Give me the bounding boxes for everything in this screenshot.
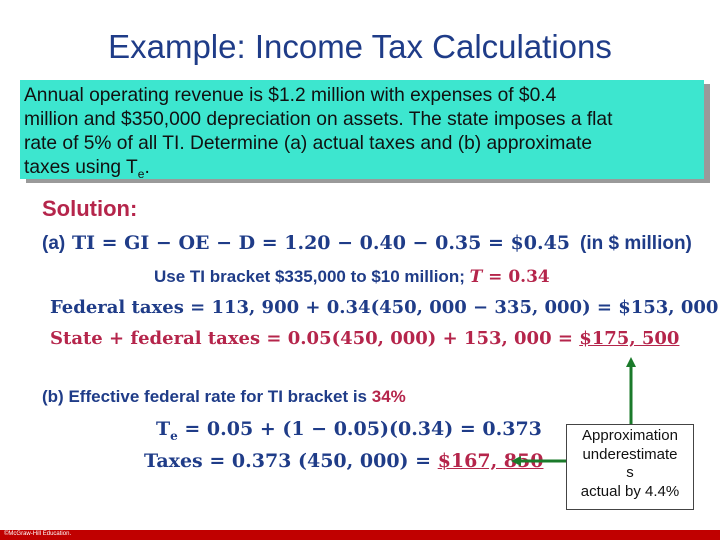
problem-line-3: rate of 5% of all TI. Determine (a) actual taxes and (b) approximate (24, 133, 593, 154)
problem-statement-box (20, 80, 704, 179)
part-b-label: (b) (42, 387, 64, 406)
taxes-equation-text: Taxes = 0.373 (450, 000) = (144, 450, 438, 472)
tax-rate-value: = 0.34 (482, 267, 550, 287)
approximation-callout (566, 424, 694, 510)
state-equation-text: State + federal taxes = 0.05(450, 000) + 153, 000 = (50, 328, 580, 349)
solution-heading: Solution: (42, 196, 138, 221)
callout-line-4: actual by 4.4% (580, 482, 680, 500)
part-a-ti-equation (72, 232, 570, 254)
te-equation (156, 418, 542, 443)
ti-result: $0.45 (510, 232, 571, 254)
callout-line-2: underestimate (582, 445, 678, 463)
problem-te-subscript: e (137, 166, 145, 181)
state-result: $175, 500 (579, 328, 680, 349)
problem-line-4-end: . (144, 157, 150, 178)
bracket-line (154, 267, 550, 287)
tax-rate-symbol: T (469, 267, 483, 287)
problem-line-4 (24, 156, 704, 186)
copyright-text: ©McGraw-Hill Education. (4, 531, 72, 537)
te-subscript: e (170, 428, 178, 443)
taxes-equation (144, 450, 543, 472)
ti-equation-text: TI = GI − OE − D = 1.20 − 0.40 − 0.35 = (72, 232, 511, 254)
taxes-result: $167, 850 (437, 450, 544, 472)
rate-text: Effective federal rate for TI bracket is (68, 387, 372, 406)
callout-line-1: Approximation (582, 427, 678, 444)
rate-value: 34% (371, 387, 406, 406)
footer-bar (0, 530, 720, 540)
bracket-text: Use TI bracket $335,000 to $10 million; (154, 267, 470, 286)
problem-line-4-text: taxes using T (24, 157, 138, 178)
te-equation-text: = 0.05 + (1 − 0.05)(0.34) = 0.373 (177, 418, 542, 440)
slide-title: Example: Income Tax Calculations (108, 28, 612, 65)
problem-line-2: million and $350,000 depreciation on assets. The state imposes a flat (24, 109, 613, 130)
federal-taxes-equation: Federal taxes = 113, 900 + 0.34(450, 000 − 335, 000) = $153, 000 (50, 297, 719, 318)
problem-line-1: Annual operating revenue is $1.2 million with expenses of $0.4 (24, 85, 557, 106)
callout-line-3: s (626, 464, 634, 481)
part-a-label: (a) (42, 233, 66, 254)
state-federal-equation (50, 328, 679, 349)
unit-note: (in $ million) (580, 233, 692, 254)
te-symbol: T (156, 418, 171, 440)
part-b-line (42, 387, 406, 407)
